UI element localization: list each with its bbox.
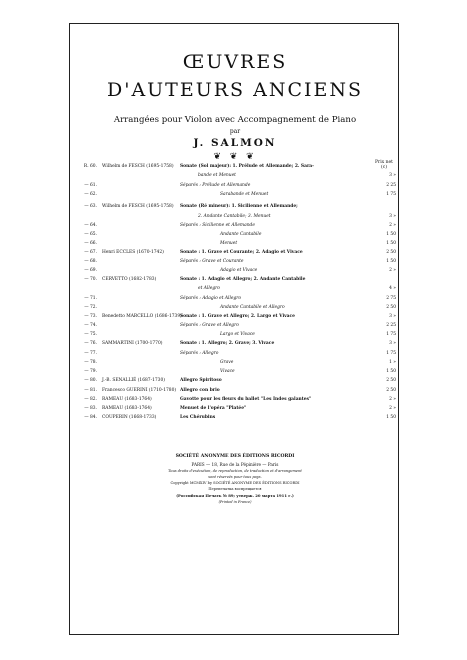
price-value: 3 » [389,214,396,219]
work-title: Séparés : Grave et Allegro [180,323,239,328]
price-value: 1 50 [386,415,396,420]
catalog-row [70,321,400,330]
catalog-row [70,221,400,230]
price-value: 2 » [389,397,396,402]
price-value: 2 25 [386,183,396,188]
catalog-number: R. 60. [83,164,97,169]
catalog-row [70,257,400,266]
price-value: 2 » [389,268,396,273]
price-value: 4 » [389,286,396,291]
catalog-row [70,330,400,339]
catalog-number: — 71. [84,296,97,301]
price-value: 1 75 [386,351,396,356]
composer-name: Wilhelm de FESCH (1695-1758) [102,164,174,169]
price-value: 2 » [389,223,396,228]
work-title: Andante Cantabile et Allegro [220,305,285,310]
composer-name: Benedetto MARCELLO (1686-1739) [102,314,182,319]
price-value: 2 » [389,406,396,411]
composer-name: Francesco GUERINI (1710-1780) [102,388,177,393]
composer-name: SAMMARTINI (1700-1770) [102,341,163,346]
price-value: 1 50 [386,259,396,264]
work-title: Gavotte pour les fleurs du ballet "Les Indes galantes" [180,397,312,402]
price-value: 1 75 [386,332,396,337]
catalog-row [70,395,400,404]
work-title: Sarabande et Menuet [220,192,269,197]
catalog-number: — 72. [84,305,97,310]
price-header-line-2: (c) [380,165,388,170]
catalog-number: — 62. [84,192,97,197]
composer-name: Wilhelm de FESCH (1695-1758) [102,204,174,209]
catalog-row [70,171,400,180]
catalog-row [70,230,400,239]
catalog-number: — 78. [84,360,97,365]
work-title: Sonate : 1. Grave et Courante; 2. Adagio et Vivace [180,250,303,255]
catalog-row [70,339,400,348]
catalog-number: — 66. [84,241,97,246]
catalog-number: — 61. [84,183,97,188]
catalog-row [70,303,400,312]
catalog-number: — 77. [84,351,97,356]
work-title: Menuet de l'opéra "Platée" [180,406,247,411]
work-title: Sonate : 1. Adagio et Allegro; 2. Andante Cantabile [180,277,306,282]
price-value: 2 50 [386,250,396,255]
composer-name: COUPERIN (1668-1733) [102,415,157,420]
catalog-number: — 64. [84,223,97,228]
work-title: Sonate (Ré mineur): 1. Sicilienne et Allemande; [180,204,298,209]
work-title: Séparés : Allegro [180,351,219,356]
author-name: J. SALMON [193,137,277,149]
price-value: 3 » [389,341,396,346]
publisher-address: PARIS — 18, Rue de la Pépinière — Paris [191,462,279,467]
catalog-number: — 82. [84,397,97,402]
price-header-line-1: Prix net [375,160,393,165]
catalog-row [70,162,400,171]
catalog-row [70,202,400,211]
catalog-number: — 76. [84,341,97,346]
catalog-number: — 75. [84,332,97,337]
catalog-row [70,413,400,422]
price-value: 3 » [389,173,396,178]
catalog-row [70,376,400,385]
work-title: Sonate : 1. Allegro; 2. Grave; 3. Vivace [180,341,275,346]
price-value: 2 50 [386,305,396,310]
catalog-number: — 81. [84,388,97,393]
catalog-row [70,294,400,303]
catalog-number: — 70. [84,277,97,282]
price-value: 2 50 [386,378,396,383]
publisher-name: SOCIÉTÉ ANONYME DES ÉDITIONS RICORDI [175,454,295,459]
page-frame [69,23,399,635]
catalog-row [70,284,400,293]
catalog-row [70,367,400,376]
composer-name: Henri ECCLES (1670-1742) [102,250,164,255]
work-title: Menuet [220,241,238,246]
catalog-number: — 68. [84,259,97,264]
russian-line-2: (Российская Печать № 89; утверж. 20 марта 1911 г.) [176,493,294,498]
composer-name: CERVETTO (1682-1783) [102,277,157,282]
catalog-number: — 79. [84,369,97,374]
catalog-row [70,349,400,358]
work-title: Vivace [220,369,235,374]
title-line-2: D'AUTEURS ANCIENS [106,79,363,101]
price-value: 1 50 [386,232,396,237]
catalog-row [70,212,400,221]
title-line-1: ŒUVRES [182,51,288,73]
par-label: par [229,128,241,135]
catalog-row [70,239,400,248]
catalog-number: — 63. [84,204,97,209]
catalog-row [70,181,400,190]
catalog-number: — 83. [84,406,97,411]
catalog-number: — 65. [84,232,97,237]
catalog-row [70,275,400,284]
catalog-number: — 80. [84,378,97,383]
work-title: Sonate (Sol majeur): 1. Prélude et Allemande; 2. Sara- [180,164,314,169]
work-title: Les Chérubins [180,415,216,420]
copyright-line: Copyright MCMXIV by SOCIÉTÉ ANONYME DES ÉDITIONS RICORDI [170,481,300,485]
work-title: Allegro Spiritoso [180,378,222,383]
catalog-row [70,248,400,257]
catalog-number: — 73. [84,314,97,319]
work-title: 2. Andante Cantabile; 3. Menuet [198,214,271,219]
composer-name: J.-B. SENALLIÉ (1687-1730) [102,378,165,383]
catalog-number: — 74. [84,323,97,328]
work-title: Andante Cantabile [220,232,262,237]
work-title: bande et Menuet [198,173,236,178]
price-value: 2 75 [386,296,396,301]
work-title: Séparés : Adagio et Allegro [180,296,241,301]
work-title: Allegro con brio [180,388,220,393]
rights-line-2: sont réservés pour tous pays. [208,475,262,479]
price-value: 1 50 [386,241,396,246]
price-value: 2 25 [386,323,396,328]
price-value: 1 50 [386,369,396,374]
catalog-number: — 84. [84,415,97,420]
catalog-row [70,386,400,395]
work-title: et Allegro [198,286,220,291]
price-value: 2 50 [386,388,396,393]
price-value: 3 » [389,314,396,319]
work-title: Séparés : Sicilienne et Allemande [180,223,255,228]
price-value: 1 75 [386,192,396,197]
russian-line-1: Перепечатка воспрещается [208,487,262,491]
composer-name: RAMEAU (1683-1764) [102,397,152,402]
printed-in-line: (Printed in France) [218,500,252,504]
rights-line-1: Tous droits d'exécution, de reproduction, de traduction et d'arrangement [168,469,302,473]
subtitle: Arrangées pour Violon avec Accompagnement de Piano [113,115,357,125]
work-title: Séparés : Grave et Courante [180,259,244,264]
catalog-row [70,266,400,275]
composer-name: RAMEAU (1683-1764) [102,406,152,411]
catalog-row [70,190,400,199]
catalog-number: — 69. [84,268,97,273]
work-title: Grave [220,360,234,365]
ornament-icon: ❦ ❦ ❦ [213,152,257,162]
work-title: Sonate : 1. Grave et Allegro; 2. Largo et Vivace [180,314,295,319]
catalog-row [70,358,400,367]
work-title: Adagio et Vivace [220,268,258,273]
catalog-row [70,312,400,321]
catalog-row [70,404,400,413]
work-title: Séparés : Prélude et Allemande [180,183,251,188]
work-title: Largo et Vivace [220,332,255,337]
price-value: 1 » [389,360,396,365]
catalog-number: — 67. [84,250,97,255]
